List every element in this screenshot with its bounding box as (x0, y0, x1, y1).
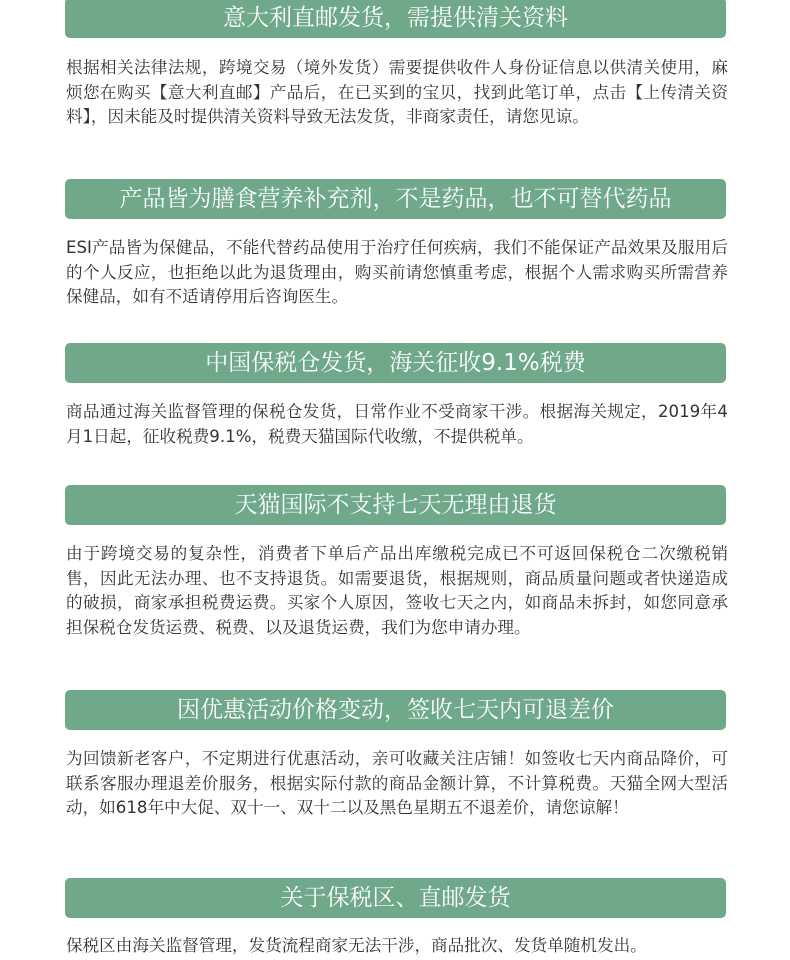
section-header-no-seven-day-return: 天猫国际不支持七天无理由退货 (65, 485, 726, 525)
section-body-dietary-supplement: ESI产品皆为保健品，不能代替药品使用于治疗任何疾病，我们不能保证产品效果及服用后的个人反应，也拒绝以此为退货理由，购买前请您慎重考虑，根据个人需求购买所需营养保健品，如有不适请停用后咨询医生。 (66, 238, 728, 306)
section-body-price-difference-refund: 为回馈新老客户，不定期进行优惠活动，亲可收藏关注店铺！如签收七天内商品降价，可联系客服办理退差价服务，根据实际付款的商品金额计算，不计算税费。天猫全网大型活动，如618年中大促、双十一、双十二以及黑色星期五不退差价，请您谅解！ (66, 749, 728, 817)
section-header-bonded-warehouse-tax: 中国保税仓发货，海关征收9.1%税费 (65, 343, 726, 383)
section-body-bonded-zone-shipping: 保税区由海关监督管理，发货流程商家无法干涉，商品批次、发货单随机发出。 (66, 936, 647, 955)
section-body-italy-direct-mail: 根据相关法律法规，跨境交易（境外发货）需要提供收件人身份证信息以供清关使用，麻烦您在购买【意大利直邮】产品后，在已买到的宝贝，找到此笔订单，点击【上传清关资料】，因未能及时提供清关资料导致无法发货，非商家责任，请您见谅。 (66, 58, 728, 126)
section-header-dietary-supplement: 产品皆为膳食营养补充剂，不是药品，也不可替代药品 (65, 179, 726, 219)
section-body-bonded-warehouse-tax: 商品通过海关监督管理的保税仓发货，日常作业不受商家干涉。根据海关规定，2019年4月1日起，征收税费9.1%，税费天猫国际代收缴，不提供税单。 (66, 402, 728, 446)
section-header-bonded-zone-shipping: 关于保税区、直邮发货 (65, 878, 726, 918)
section-header-price-difference-refund: 因优惠活动价格变动，签收七天内可退差价 (65, 690, 726, 730)
section-header-italy-direct-mail: 意大利直邮发货，需提供清关资料 (65, 0, 726, 38)
section-body-no-seven-day-return: 由于跨境交易的复杂性，消费者下单后产品出库缴税完成已不可返回保税仓二次缴税销售，因此无法办理、也不支持退货。如需要退货，根据规则，商品质量问题或者快递造成的破损，商家承担税费运费。买家个人原因，签收七天之内，如商品未拆封，如您同意承担保税仓发货运费、税费、以及退货运费，我们为您申请办理。 (66, 544, 728, 637)
